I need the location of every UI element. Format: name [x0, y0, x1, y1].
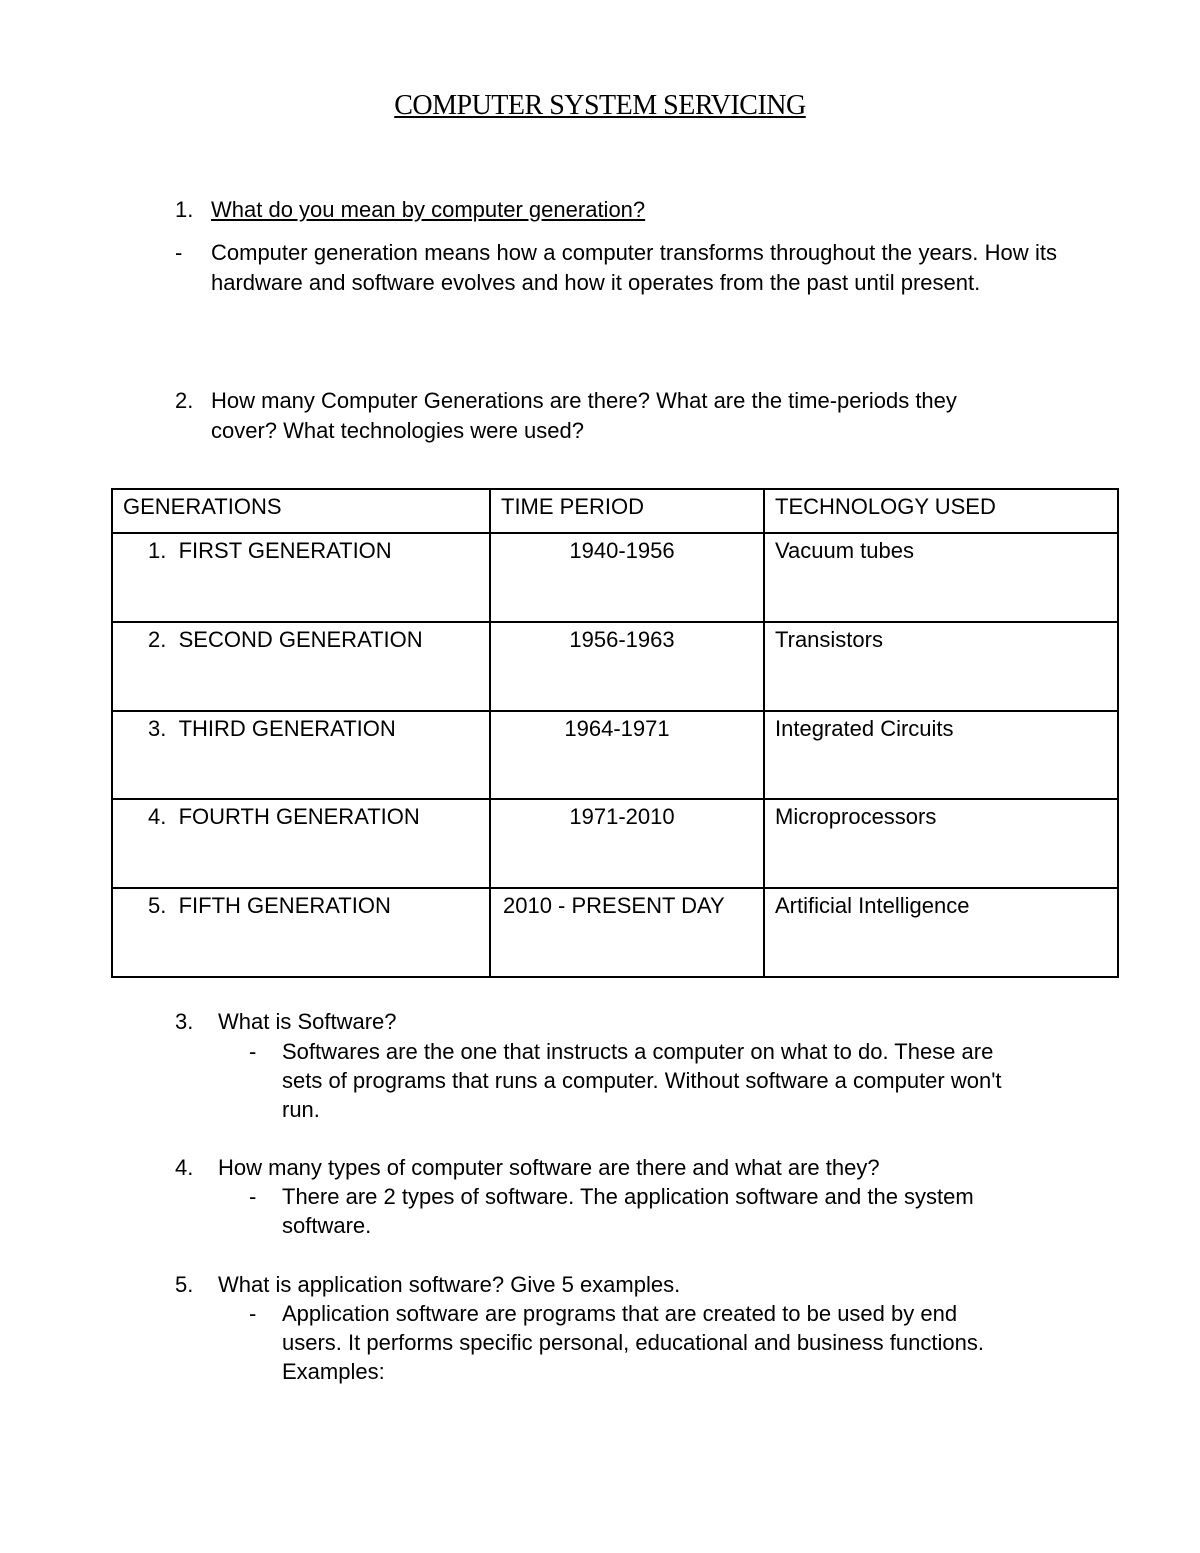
q3-answer-line2: sets of programs that runs a computer. Without software a computer won't	[282, 1068, 1002, 1093]
q3-question: What is Software?	[218, 1009, 397, 1034]
q4-question: How many types of computer software are there and what are they?	[218, 1155, 880, 1180]
table-row	[112, 888, 1118, 977]
row-number: 2.	[148, 626, 167, 652]
generation-name: FIFTH GENERATION	[178, 893, 391, 919]
period-cell: 2010 - PRESENT DAY	[490, 888, 764, 977]
header-time-period: TIME PERIOD	[490, 489, 764, 533]
table-row	[112, 799, 1118, 888]
q5-answer-line2: users. It performs specific personal, educational and business functions.	[282, 1330, 984, 1355]
q4-number: 4.	[175, 1155, 194, 1180]
q1-bullet: -	[175, 240, 183, 265]
q3-answer-line1: Softwares are the one that instructs a computer on what to do. These are	[282, 1039, 994, 1064]
generation-cell	[112, 888, 490, 977]
q1-number: 1.	[175, 197, 194, 222]
table-row	[112, 711, 1118, 800]
row-number: 4.	[148, 804, 167, 830]
period-cell: 1940-1956	[490, 533, 764, 622]
technology-cell: Vacuum tubes	[764, 533, 1118, 622]
q2-question-line1: How many Computer Generations are there? What are the time-periods they	[211, 388, 957, 413]
q5-bullet: -	[249, 1301, 257, 1326]
generation-cell	[112, 622, 490, 711]
period-cell: 1956-1963	[490, 622, 764, 711]
generation-cell	[112, 533, 490, 622]
period-cell: 1971-2010	[490, 799, 764, 888]
q1-answer: Computer generation means how a computer transforms throughout the years. How its hardware and software evolves and how it operates from the past until present.	[211, 240, 1057, 295]
generations-table	[111, 488, 1119, 978]
page-title: COMPUTER SYSTEM SERVICING	[394, 90, 806, 121]
table-row	[112, 533, 1118, 622]
technology-cell: Microprocessors	[764, 799, 1118, 888]
q4-bullet: -	[249, 1184, 257, 1209]
header-technology-used: TECHNOLOGY USED	[764, 489, 1118, 533]
generation-name: THIRD GENERATION	[178, 715, 396, 741]
q3-answer-line3: run.	[282, 1097, 320, 1122]
header-generations: GENERATIONS	[112, 489, 490, 533]
generation-name: SECOND GENERATION	[178, 626, 423, 652]
table-row	[112, 622, 1118, 711]
row-number: 3.	[148, 715, 167, 741]
q2-number: 2.	[175, 388, 194, 413]
q5-number: 5.	[175, 1272, 194, 1297]
table-header-row	[112, 489, 1118, 533]
q3-number: 3.	[175, 1009, 194, 1034]
generation-cell	[112, 799, 490, 888]
q5-answer-line1: Application software are programs that are created to be used by end	[282, 1301, 958, 1326]
row-number: 1.	[148, 538, 167, 563]
q1-question: What do you mean by computer generation?	[211, 197, 646, 222]
q3-bullet: -	[249, 1039, 257, 1064]
row-number: 5.	[148, 893, 167, 919]
generation-cell	[112, 711, 490, 800]
generation-name: FIRST GENERATION	[178, 538, 392, 563]
generation-name: FOURTH GENERATION	[178, 804, 420, 830]
technology-cell: Transistors	[764, 622, 1118, 711]
technology-cell: Artificial Intelligence	[764, 888, 1118, 977]
q4-answer-line2: software.	[282, 1213, 372, 1238]
technology-cell: Integrated Circuits	[764, 711, 1118, 800]
q2-question-line2: cover? What technologies were used?	[211, 418, 584, 443]
q5-question: What is application software? Give 5 examples.	[218, 1272, 681, 1297]
period-cell: 1964-1971	[490, 711, 764, 800]
q5-answer-line3: Examples:	[282, 1359, 385, 1384]
q4-answer-line1: There are 2 types of software. The application software and the system	[282, 1184, 974, 1209]
